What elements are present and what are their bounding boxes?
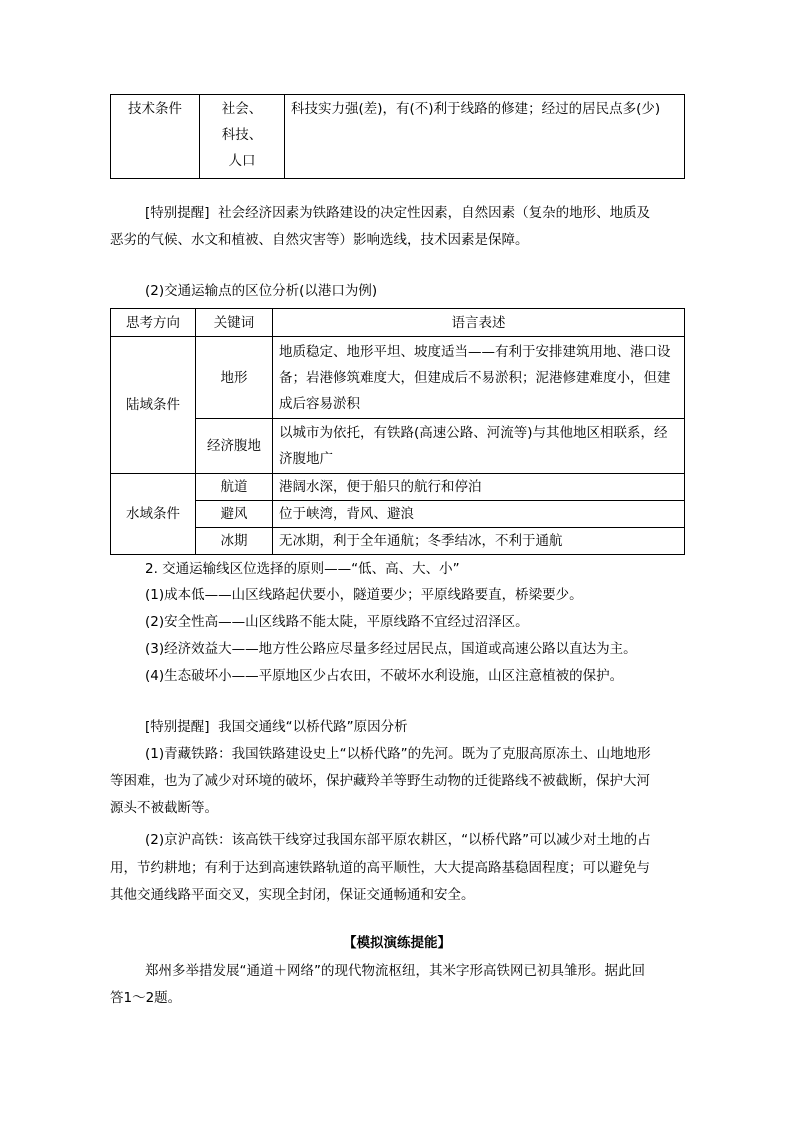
description-cell: 无冰期，利于全年通航；冬季结冰，不利于通航 — [273, 528, 685, 555]
paragraph-line: (1)青藏铁路：我国铁路建设史上“以桥代路”的先河。既为了克服高原冻土、山地地形 — [145, 746, 651, 762]
principle-item: (3)经济效益大——地方性公路应尽量多经过居民点，国道或高速公路以直达为主。 — [145, 641, 637, 657]
paragraph-line: 答1～2题。 — [110, 990, 182, 1006]
keyword-line: 科技、 — [221, 127, 263, 143]
section-title: (2)交通运输点的区位分析(以港口为例) — [145, 283, 378, 299]
keyword-cell: 地形 — [196, 337, 273, 419]
keyword-line: 社会、 — [221, 101, 263, 117]
paragraph-line: 源头不被截断等。 — [110, 800, 218, 816]
principle-item: (2)安全性高——山区线路不能太陡，平原线路不宜经过沼泽区。 — [145, 614, 529, 630]
keyword-cell: 冰期 — [196, 528, 273, 555]
paragraph-line: 用，节约耕地；有利于达到高速铁路轨道的高平顺性，大大提高路基稳固程度；可以避免与 — [110, 860, 650, 876]
tip-paragraph — [145, 714, 408, 741]
table-row — [111, 419, 685, 474]
tip-tag: [特别提醒] — [145, 719, 210, 735]
keyword-cell: 航道 — [196, 474, 273, 501]
column-header: 语言表述 — [273, 309, 685, 337]
description-cell — [273, 419, 685, 474]
description-line: 地质稳定、地形平坦、坡度适当——有利于安排建筑用地、港口设 — [279, 343, 671, 360]
tip-text: 社会经济因素为铁路建设的决定性因素，自然因素（复杂的地形、地质及 — [218, 205, 651, 221]
paragraph-line: 其他交通线路平面交叉，实现全封闭，保证交通畅通和安全。 — [110, 887, 475, 903]
paragraph-line: (2)京沪高铁：该高铁干线穿过我国东部平原农耕区，“以桥代路”可以减少对土地的占 — [145, 832, 651, 848]
tech-conditions-table — [110, 94, 685, 179]
description-cell: 位于峡湾，背风、避浪 — [273, 501, 685, 528]
table-row — [111, 337, 685, 419]
description-line: 济腹地广 — [279, 451, 333, 467]
column-header: 关键词 — [196, 309, 273, 337]
paragraph-line: 郑州多举措发展“通道＋网络”的现代物流枢纽，其米字形高铁网已初具雏形。据此回 — [145, 963, 645, 979]
tip-title: 我国交通线“以桥代路”原因分析 — [218, 719, 408, 735]
keyword-cell — [200, 95, 285, 179]
keyword-line: 人口 — [228, 153, 256, 169]
table-row — [111, 501, 685, 528]
description-cell: 科技实力强(差)，有(不)利于线路的修建；经过的居民点多(少) — [285, 95, 685, 179]
column-header: 思考方向 — [111, 309, 196, 337]
tip-text: 恶劣的气候、水文和植被、自然灾害等）影响选线，技术因素是保障。 — [110, 232, 529, 248]
tip-tag: [特别提醒] — [145, 205, 210, 221]
description-line: 以城市为依托，有铁路(高速公路、河流等)与其他地区相联系，经 — [279, 425, 668, 441]
tip-paragraph — [145, 200, 650, 227]
table-row — [111, 528, 685, 555]
keyword-cell: 避风 — [196, 501, 273, 528]
port-location-table — [110, 308, 685, 555]
table-row — [111, 474, 685, 501]
principle-item: (1)成本低——山区线路起伏要小，隧道要少；平原线路要直，桥梁要少。 — [145, 587, 583, 603]
table-row — [111, 95, 685, 179]
description-cell — [273, 337, 685, 419]
description-line: 成后容易淤积 — [279, 395, 360, 412]
category-cell: 陆域条件 — [111, 337, 196, 474]
category-cell: 水域条件 — [111, 474, 196, 555]
practice-heading: 【模拟演练提能】 — [343, 935, 451, 951]
factor-label: 技术条件 — [111, 95, 200, 179]
table-header-row — [111, 309, 685, 337]
paragraph-line: 等困难，也为了减少对环境的破坏，保护藏羚羊等野生动物的迁徙路线不被截断，保护大河 — [110, 773, 650, 789]
description-cell: 港阔水深，便于船只的航行和停泊 — [273, 474, 685, 501]
description-line: 备；岩港修筑难度大，但建成后不易淤积；泥港修建难度小，但建 — [279, 369, 671, 386]
keyword-cell: 经济腹地 — [196, 419, 273, 474]
section-title: 2. 交通运输线区位选择的原则——“低、高、大、小” — [145, 561, 460, 577]
principle-item: (4)生态破坏小——平原地区少占农田，不破坏水利设施，山区注意植被的保护。 — [145, 668, 624, 684]
